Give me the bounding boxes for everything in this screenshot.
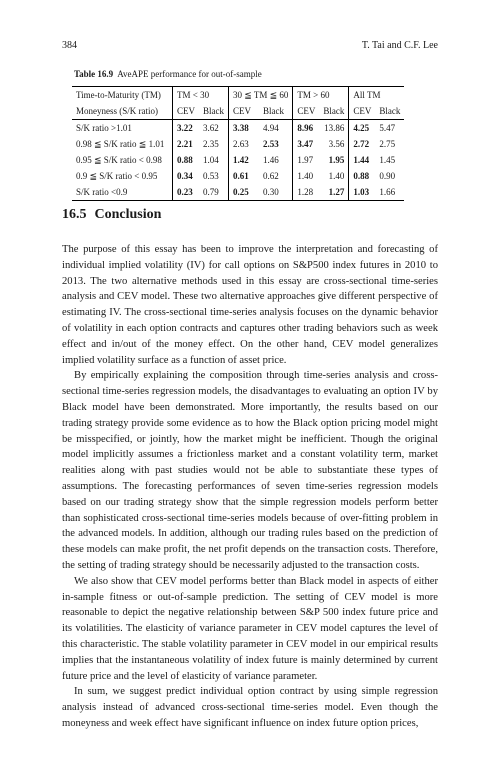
table-header-cell: CEV — [173, 103, 200, 120]
table-cell: 2.35 — [199, 136, 229, 152]
table-cell: 1.97 — [297, 155, 314, 165]
table-header-cell: Time-to-Maturity (TM) — [72, 87, 173, 104]
table-cell: 1.27 — [319, 184, 349, 201]
table-group-header-row — [72, 87, 404, 104]
aveape-table — [72, 86, 404, 201]
table-cell: 0.61 — [233, 171, 249, 181]
table-cell: 1.66 — [375, 184, 404, 201]
table-row — [72, 152, 404, 168]
table-cell: 1.04 — [199, 152, 229, 168]
paragraph: By empirically explaining the composition through time-series analysis and cross-sectional time-series regression models, the disadvantages to evaluating an option IV by Black model have been demonstrated. More importantly, the results based on our trading strategy provide some evidence as to how the Black option pricing model might be misspecified, or jointly, how the market might be inefficient. Though the original model implicitly assumes a frictionless market and a constant volatility term, market realities along with past studies would not be able to substantiate these types of assumptions. The forecasting performances of seven time-series regression models based on our trading strategy show that the simple regression models perform better than sophisticated cross-sectional time-series models because of over-fitting problem in the advanced models. In addition, although our trading rules based on the prediction of these models can make profit, the net profit depends on the transaction costs. Therefore, the setting of trading strategy should be necessarily adjusted to the transaction costs. — [62, 370, 438, 571]
table-cell: 0.88 — [353, 171, 370, 181]
table-header-cell: CEV — [293, 103, 320, 120]
table-cell: 3.56 — [319, 136, 349, 152]
table-cell: 0.53 — [199, 168, 229, 184]
table-cell: 2.63 — [233, 139, 249, 149]
row-label: 0.9 ≦ S/K ratio < 0.95 — [72, 168, 173, 184]
paragraph: The purpose of this essay has been to improve the interpretation and forecasting of individual implied volatility (IV) for call options on S&P500 index futures in 2010 to 2013. The two alternative methods used in this essay are cross-sectional time-series analysis and CEV model. These two alternative approaches give different perspective of estimating IV. The cross-sectional time-series analysis focuses on the dynamic behavior of volatility in each option contracts and captures other trading behaviors such as week effect and in/out of the money effect. On the other hand, CEV model generalizes implied volatility surface as a function of asset price. — [62, 244, 438, 366]
section-title: Conclusion — [94, 207, 162, 222]
table-cell: 8.96 — [297, 123, 314, 133]
table-cell: 4.94 — [259, 120, 293, 137]
table-cell: 1.40 — [297, 171, 314, 181]
table-header-cell: Black — [259, 103, 293, 120]
table-cell: 0.90 — [379, 171, 396, 181]
table-cell: 1.44 — [353, 155, 370, 165]
body-text — [62, 242, 438, 732]
table-cell: 3.22 — [177, 123, 193, 133]
table-cell: 2.75 — [379, 139, 396, 149]
table-row — [72, 136, 404, 152]
table-header-cell: TM > 60 — [293, 87, 349, 104]
table-cell: 0.30 — [259, 184, 293, 201]
table-header-cell: CEV — [349, 103, 376, 120]
table-cell: 1.95 — [319, 152, 349, 168]
table-cell: 0.34 — [177, 171, 193, 181]
page-header — [62, 40, 438, 54]
table-cell: 5.47 — [379, 123, 396, 133]
table-cell: 2.72 — [353, 139, 370, 149]
table-header-cell: Black — [375, 103, 404, 120]
table-cell: 1.03 — [349, 184, 376, 201]
table-cell: 0.25 — [229, 184, 259, 201]
table-cell: 1.45 — [379, 155, 396, 165]
table-header-cell: Black — [199, 103, 229, 120]
page-number: 384 — [62, 40, 77, 51]
running-head: T. Tai and C.F. Lee — [361, 40, 438, 51]
table-cell: 2.21 — [177, 139, 193, 149]
table-sub-header-row — [72, 103, 404, 120]
row-label: 0.98 ≦ S/K ratio ≦ 1.01 — [72, 136, 173, 152]
table-cell: 0.23 — [173, 184, 200, 201]
table-cell: 0.88 — [177, 155, 193, 165]
table-cell: 1.28 — [293, 184, 320, 201]
table-caption — [74, 69, 262, 79]
section-heading — [62, 207, 169, 223]
table-cell: 3.47 — [297, 139, 314, 149]
table-header-cell: CEV — [229, 103, 259, 120]
row-label: S/K ratio >1.01 — [72, 120, 173, 137]
table-header-cell: All TM — [349, 87, 405, 104]
row-label: S/K ratio <0.9 — [72, 184, 173, 201]
table-caption-text: AveAPE performance for out-of-sample — [117, 69, 262, 79]
paragraph: We also show that CEV model performs better than Black model in aspects of either in-sample fitness or out-of-sample prediction. The setting of CEV model is more reasonable to depict the negative relationship between S&P 500 index future price and its volatilities. The elasticity of variance parameter in CEV model captures the level of this characteristic. The stable volatility parameter in CEV model in our empirical results implies that the instantaneous volatility of index future is mainly determined by current future price and the level of elasticity of variance parameter. — [62, 575, 438, 682]
table-header-cell: Black — [319, 103, 349, 120]
table-cell: 3.62 — [199, 120, 229, 137]
table-cell: 13.86 — [319, 120, 349, 137]
section-number: 16.5 — [62, 207, 87, 222]
table-cell: 1.42 — [233, 155, 249, 165]
table-cell: 2.53 — [259, 136, 293, 152]
table-row — [72, 168, 404, 184]
paragraph: In sum, we suggest predict individual option contract by using simple regression analysis instead of advanced cross-sectional time-series model. Even though the moneyness and week effect have significant influence on index future option prices, — [62, 686, 438, 729]
table-row — [72, 184, 404, 201]
table-body — [72, 120, 404, 201]
table-header-cell: TM < 30 — [173, 87, 229, 104]
table-header-cell: Moneyness (S/K ratio) — [72, 103, 173, 120]
table-caption-label: Table 16.9 — [74, 69, 114, 79]
table-cell: 4.25 — [353, 123, 370, 133]
table-cell: 1.40 — [319, 168, 349, 184]
table-cell: 1.46 — [259, 152, 293, 168]
row-label: 0.95 ≦ S/K ratio < 0.98 — [72, 152, 173, 168]
table-header-cell: 30 ≦ TM ≦ 60 — [229, 87, 293, 104]
table-row — [72, 120, 404, 137]
table-cell: 0.79 — [199, 184, 229, 201]
table-cell: 3.38 — [233, 123, 249, 133]
table-cell: 0.62 — [259, 168, 293, 184]
